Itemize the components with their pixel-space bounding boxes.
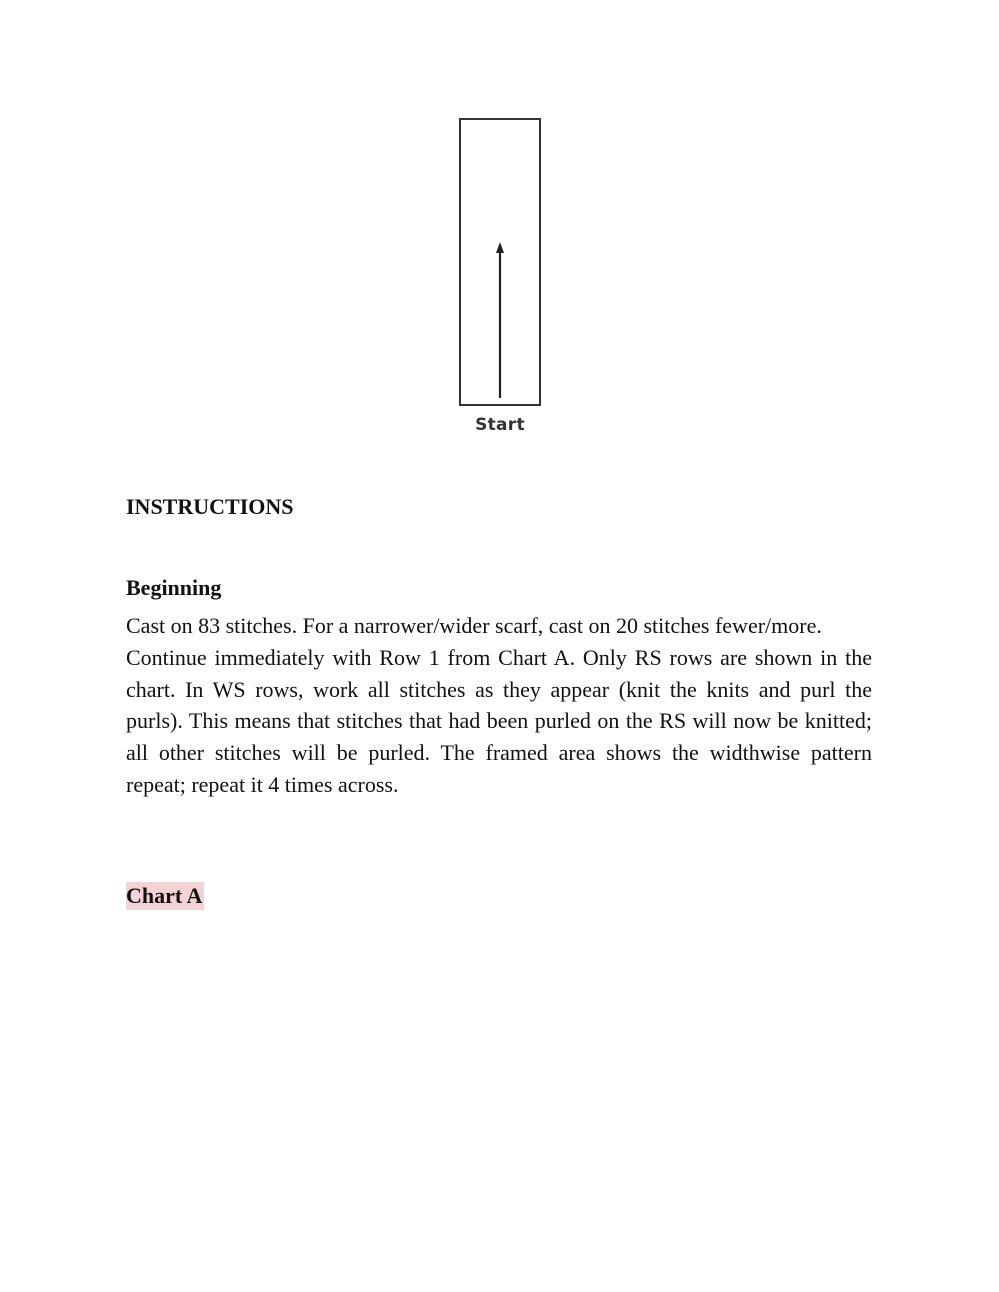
instructions-heading: INSTRUCTIONS xyxy=(126,494,294,519)
start-label: Start xyxy=(475,415,525,435)
up-arrow-icon xyxy=(496,242,504,253)
scarf-direction-diagram xyxy=(440,110,560,450)
chart-instructions-paragraph: Continue immediately with Row 1 from Chart A. Only RS rows are shown in the chart. In WS rows, work all stitches as they appear (knit the knits and purl the purls). This means that stitches that had been purled on the RS will now be knitted; all other stitches will be purled. The framed area shows the widthwise pattern repeat; repeat it 4 times across. xyxy=(126,644,872,797)
scarf-outline-figure xyxy=(440,110,560,410)
chart-a-heading: Chart A xyxy=(126,883,203,908)
beginning-heading: Beginning xyxy=(126,575,222,600)
beginning-body xyxy=(126,610,872,801)
cast-on-paragraph: Cast on 83 stitches. For a narrower/wider scarf, cast on 20 stitches fewer/more. xyxy=(126,613,822,638)
